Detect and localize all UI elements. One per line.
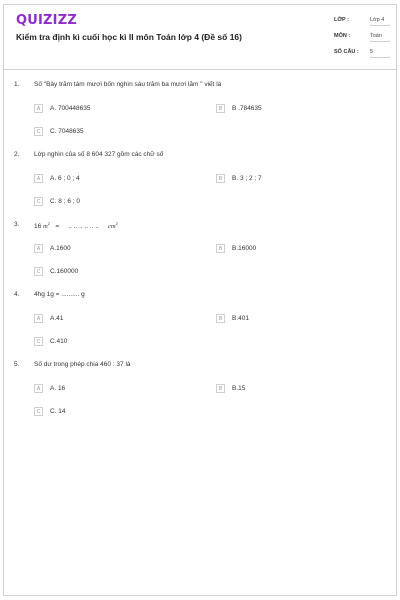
option-text: A.1600 bbox=[50, 245, 71, 252]
meta-label: MÔN : bbox=[334, 33, 351, 39]
option-letter-box: C bbox=[34, 407, 43, 416]
meta-row-subject bbox=[334, 31, 394, 47]
question-1 bbox=[4, 81, 396, 151]
question-number: 5. bbox=[14, 361, 20, 368]
option-letter-box: C bbox=[34, 197, 43, 206]
option-text: B.15 bbox=[232, 385, 246, 392]
option-letter-box: B bbox=[216, 104, 225, 113]
question-text: Số dư trong phép chia 460 : 37 là bbox=[34, 361, 131, 368]
question-number: 1. bbox=[14, 81, 20, 88]
meta-label: SỐ CÂU : bbox=[334, 49, 359, 55]
option-letter-box: A bbox=[34, 314, 43, 323]
exponent: 2 bbox=[115, 221, 118, 226]
option-letter-box: B bbox=[216, 314, 225, 323]
question-text: 4hg 1g = .......... g bbox=[34, 291, 85, 298]
option-text: C.160000 bbox=[50, 268, 79, 275]
meta-value: Toán bbox=[370, 33, 390, 42]
question-number: 2. bbox=[14, 151, 20, 158]
quizizz-logo: QUIZIZZ bbox=[16, 13, 77, 28]
option-text: C. 7048635 bbox=[50, 128, 84, 135]
worksheet-page bbox=[3, 4, 397, 596]
option-letter-box: A bbox=[34, 384, 43, 393]
option-text: B. 3 ; 2 ; 7 bbox=[232, 175, 262, 182]
option-letter-box: A bbox=[34, 244, 43, 253]
blank-dots: = .. .. .. .. .. .. bbox=[49, 223, 108, 231]
exponent: 2 bbox=[47, 221, 50, 226]
option-letter-box: C bbox=[34, 267, 43, 276]
question-text: Lớp nghìn của số 8 604 327 gồm các chữ số bbox=[34, 151, 164, 158]
meta-label: LỚP : bbox=[334, 17, 349, 23]
option-text: B .784635 bbox=[232, 105, 262, 112]
meta-value: Lớp 4 bbox=[370, 17, 390, 26]
question-number: 4. bbox=[14, 291, 20, 298]
option-text: A.41 bbox=[50, 315, 64, 322]
worksheet-header bbox=[4, 5, 396, 70]
option-text: B.401 bbox=[232, 315, 249, 322]
option-text: A. 6 ; 0 ; 4 bbox=[50, 175, 80, 182]
option-text: B.16000 bbox=[232, 245, 257, 252]
option-letter-box: B bbox=[216, 174, 225, 183]
meta-info bbox=[334, 15, 394, 63]
option-letter-box: A bbox=[34, 174, 43, 183]
option-text: C. 8 ; 6 ; 0 bbox=[50, 198, 80, 205]
question-text: Số "Bảy trăm tám mươi bốn nghìn sáu trăm ba mươi lăm " viết là bbox=[34, 81, 222, 88]
option-letter-box: A bbox=[34, 104, 43, 113]
meta-row-count bbox=[334, 47, 394, 63]
option-text: C.410 bbox=[50, 338, 68, 345]
option-letter-box: C bbox=[34, 127, 43, 136]
unit-square-centimeter: cm bbox=[107, 223, 116, 231]
question-4 bbox=[4, 291, 396, 361]
option-letter-box: C bbox=[34, 337, 43, 346]
option-text: A. 700448635 bbox=[50, 105, 91, 112]
option-letter-box: B bbox=[216, 384, 225, 393]
meta-value: 5 bbox=[370, 49, 390, 58]
question-text bbox=[34, 221, 118, 230]
question-5 bbox=[4, 361, 396, 431]
option-text: C. 14 bbox=[50, 408, 66, 415]
meta-row-grade bbox=[334, 15, 394, 31]
option-letter-box: B bbox=[216, 244, 225, 253]
question-2 bbox=[4, 151, 396, 221]
option-text: A. 16 bbox=[50, 385, 66, 392]
question-3 bbox=[4, 221, 396, 291]
quiz-title: Kiểm tra định kì cuối học kì II môn Toán lớp 4 (Đề số 16) bbox=[16, 32, 242, 42]
question-text-lead: 16 bbox=[34, 223, 44, 231]
unit-square-meter: m bbox=[43, 223, 48, 231]
question-number: 3. bbox=[14, 221, 20, 228]
